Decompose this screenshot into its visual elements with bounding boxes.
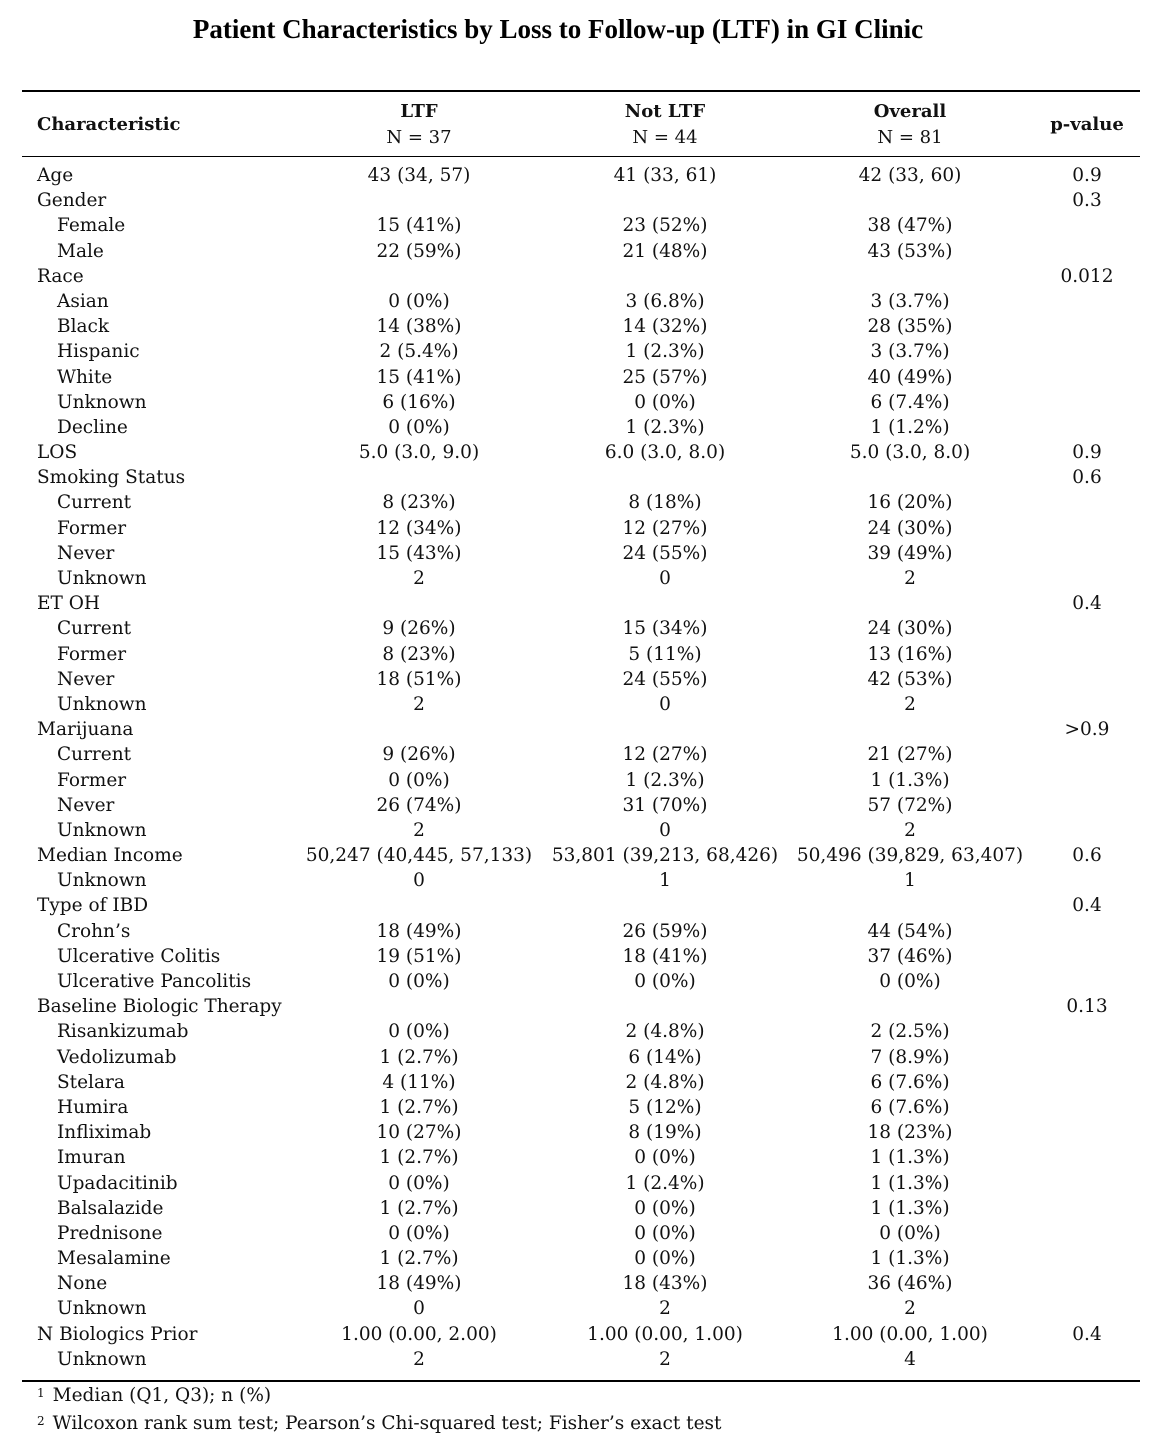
cell-not-ltf: 1 (2.3%)	[625, 341, 705, 363]
table-row	[0, 1322, 1158, 1347]
table-subrow	[0, 642, 1158, 667]
cell-overall: 7 (8.9%)	[870, 1046, 950, 1068]
row-label: White	[57, 366, 113, 388]
row-label: Race	[37, 265, 84, 287]
table-row	[0, 717, 1158, 742]
cell-ltf: 2 (5.4%)	[379, 341, 459, 363]
header-ltf-name: LTF	[400, 101, 438, 122]
cell-ltf: 8 (23%)	[382, 643, 456, 665]
cell-overall: 2	[904, 819, 916, 841]
cell-p-value: 0.6	[1072, 467, 1102, 489]
cell-ltf: 1 (2.7%)	[379, 1248, 459, 1270]
cell-overall: 0 (0%)	[879, 1222, 941, 1244]
table-subrow	[0, 1070, 1158, 1095]
row-label: Gender	[37, 190, 107, 212]
table-subrow	[0, 1171, 1158, 1196]
cell-not-ltf: 21 (48%)	[622, 240, 708, 262]
table-subrow	[0, 793, 1158, 818]
cell-not-ltf: 1	[659, 870, 671, 892]
table-subrow	[0, 289, 1158, 314]
row-label: Infliximab	[57, 1122, 152, 1144]
cell-p-value: 0.13	[1066, 996, 1108, 1018]
header-not-ltf-name: Not LTF	[624, 101, 706, 122]
table-subrow	[0, 818, 1158, 843]
row-label: Unknown	[57, 693, 147, 715]
page-title: Patient Characteristics by Loss to Follow-up (LTF) in GI Clinic	[192, 14, 924, 44]
cell-overall: 2	[904, 1298, 916, 1320]
cell-not-ltf: 0 (0%)	[634, 971, 696, 992]
cell-overall: 1 (1.3%)	[870, 1172, 950, 1194]
cell-not-ltf: 0 (0%)	[634, 1147, 696, 1169]
header-overall-name: Overall	[873, 101, 947, 122]
cell-overall: 37 (46%)	[867, 945, 953, 967]
cell-ltf: 0 (0%)	[388, 1021, 450, 1043]
row-label: Prednisone	[57, 1222, 163, 1244]
cell-overall: 3 (3.7%)	[870, 341, 950, 363]
cell-not-ltf: 25 (57%)	[622, 366, 708, 388]
table-subrow	[0, 1120, 1158, 1145]
cell-not-ltf: 15 (34%)	[622, 618, 708, 640]
row-label: Never	[57, 794, 115, 816]
cell-not-ltf: 41 (33, 61)	[613, 165, 717, 186]
row-label: Female	[57, 215, 126, 237]
cell-overall: 1 (1.3%)	[870, 769, 950, 791]
cell-overall: 1	[904, 870, 916, 892]
cell-p-value: 0.9	[1072, 165, 1102, 186]
cell-not-ltf: 31 (70%)	[622, 794, 708, 816]
cell-ltf: 22 (59%)	[376, 240, 462, 262]
cell-not-ltf: 3 (6.8%)	[625, 290, 705, 312]
row-label: Risankizumab	[57, 1021, 189, 1043]
cell-not-ltf: 5 (11%)	[628, 643, 702, 665]
cell-ltf: 2	[413, 819, 425, 841]
cell-ltf: 8 (23%)	[382, 492, 456, 514]
table-subrow	[0, 339, 1158, 364]
row-label: Unknown	[57, 568, 147, 589]
cell-not-ltf: 8 (19%)	[628, 1122, 702, 1144]
cell-ltf: 0 (0%)	[388, 290, 450, 312]
cell-p-value: 0.6	[1072, 845, 1102, 867]
row-label: Decline	[57, 416, 128, 438]
cell-overall: 6 (7.6%)	[870, 1071, 950, 1093]
cell-overall: 2	[904, 568, 916, 589]
table-row	[0, 163, 1158, 188]
cell-not-ltf: 0 (0%)	[634, 1197, 696, 1219]
table-subrow	[0, 1221, 1158, 1246]
row-label: N Biologics Prior	[37, 1323, 198, 1345]
row-label: Never	[57, 668, 115, 690]
cell-overall: 1 (1.3%)	[870, 1197, 950, 1219]
header-rule	[22, 156, 1140, 157]
table-row	[0, 591, 1158, 616]
table-row	[0, 893, 1158, 918]
header-ltf	[339, 99, 499, 151]
cell-ltf: 15 (41%)	[376, 215, 462, 237]
row-label: Former	[57, 769, 127, 791]
cell-overall: 39 (49%)	[867, 542, 953, 564]
cell-not-ltf: 23 (52%)	[622, 215, 708, 237]
cell-overall: 57 (72%)	[867, 794, 953, 816]
row-label: Former	[57, 643, 127, 665]
row-label: Unknown	[57, 1348, 147, 1370]
cell-ltf: 0 (0%)	[388, 1222, 450, 1244]
row-label: Former	[57, 517, 127, 539]
table-subrow	[0, 692, 1158, 717]
cell-ltf: 43 (34, 57)	[367, 165, 471, 186]
row-label: Unknown	[57, 870, 147, 892]
cell-not-ltf: 6.0 (3.0, 8.0)	[604, 442, 726, 464]
row-label: Unknown	[57, 391, 147, 413]
row-label: Current	[57, 618, 132, 640]
cell-not-ltf: 12 (27%)	[622, 744, 708, 766]
cell-p-value: 0.3	[1072, 190, 1102, 212]
cell-not-ltf: 0	[659, 568, 671, 589]
cell-overall: 1 (1.3%)	[870, 1248, 950, 1270]
header-overall	[830, 99, 990, 151]
cell-not-ltf: 18 (43%)	[622, 1273, 708, 1295]
cell-overall: 13 (16%)	[867, 643, 953, 665]
cell-overall: 16 (20%)	[867, 492, 953, 514]
row-label: ET OH	[37, 593, 101, 615]
cell-ltf: 0 (0%)	[388, 416, 450, 438]
table-subrow	[0, 868, 1158, 893]
table-subrow	[0, 768, 1158, 793]
cell-ltf: 9 (26%)	[382, 618, 456, 640]
row-label: Upadacitinib	[57, 1172, 178, 1194]
cell-overall: 3 (3.7%)	[870, 290, 950, 312]
cell-ltf: 1 (2.7%)	[379, 1096, 459, 1118]
cell-not-ltf: 18 (41%)	[622, 945, 708, 967]
row-label: Imuran	[57, 1147, 126, 1169]
cell-not-ltf: 24 (55%)	[622, 542, 708, 564]
table-subrow	[0, 490, 1158, 515]
table-subrow	[0, 415, 1158, 440]
cell-overall: 21 (27%)	[867, 744, 953, 766]
row-label: Balsalazide	[57, 1197, 164, 1219]
cell-overall: 5.0 (3.0, 8.0)	[849, 442, 971, 464]
row-label: None	[57, 1273, 108, 1295]
footnote-2-text: Wilcoxon rank sum test; Pearson’s Chi-squared test; Fisher’s exact test	[52, 1413, 722, 1434]
table-subrow	[0, 969, 1158, 994]
header-not-ltf-n: N = 44	[632, 127, 698, 148]
cell-overall: 50,496 (39,829, 63,407)	[796, 845, 1024, 867]
header-characteristic: Characteristic	[37, 114, 181, 135]
table-subrow	[0, 1296, 1158, 1321]
cell-not-ltf: 12 (27%)	[622, 517, 708, 539]
cell-not-ltf: 0	[659, 693, 671, 715]
cell-ltf: 19 (51%)	[376, 945, 462, 967]
table-top-rule	[22, 90, 1140, 92]
table-subrow	[0, 239, 1158, 264]
cell-overall: 44 (54%)	[867, 920, 953, 942]
cell-ltf: 0	[413, 870, 425, 892]
cell-ltf: 15 (43%)	[376, 542, 462, 564]
cell-ltf: 2	[413, 568, 425, 589]
table-subrow	[0, 742, 1158, 767]
cell-not-ltf: 0 (0%)	[634, 391, 696, 413]
cell-ltf: 6 (16%)	[382, 391, 456, 413]
row-label: Ulcerative Pancolitis	[57, 971, 252, 992]
cell-not-ltf: 26 (59%)	[622, 920, 708, 942]
table-row	[0, 440, 1158, 465]
table-subrow	[0, 1196, 1158, 1221]
row-label: LOS	[37, 442, 78, 464]
table-subrow	[0, 1045, 1158, 1070]
cell-not-ltf: 2 (4.8%)	[625, 1021, 705, 1043]
table-subrow	[0, 616, 1158, 641]
cell-not-ltf: 1 (2.3%)	[625, 769, 705, 791]
row-label: Never	[57, 542, 115, 564]
cell-ltf: 12 (34%)	[376, 517, 462, 539]
row-label: Black	[57, 316, 110, 338]
table-subrow	[0, 1246, 1158, 1271]
table-body	[0, 163, 1158, 1372]
table-subrow	[0, 213, 1158, 238]
row-label: Current	[57, 744, 132, 766]
table-subrow	[0, 541, 1158, 566]
cell-overall: 18 (23%)	[867, 1122, 953, 1144]
table-subrow	[0, 944, 1158, 969]
table-bottom-rule	[22, 1380, 1140, 1382]
row-label: Vedolizumab	[57, 1046, 177, 1068]
cell-not-ltf: 6 (14%)	[628, 1046, 702, 1068]
cell-overall: 2	[904, 693, 916, 715]
footnote-1-mark: 1	[37, 1386, 45, 1400]
table-subrow	[0, 667, 1158, 692]
header-overall-n: N = 81	[877, 127, 943, 148]
row-label: Age	[37, 165, 74, 186]
footnote-2	[37, 1412, 721, 1437]
cell-not-ltf: 5 (12%)	[628, 1096, 702, 1118]
cell-not-ltf: 1 (2.3%)	[625, 416, 705, 438]
footnote-1	[37, 1384, 271, 1409]
cell-overall: 42 (53%)	[867, 668, 953, 690]
cell-overall: 38 (47%)	[867, 215, 953, 237]
cell-overall: 36 (46%)	[867, 1273, 953, 1295]
cell-ltf: 9 (26%)	[382, 744, 456, 766]
cell-not-ltf: 1 (2.4%)	[625, 1172, 705, 1194]
cell-ltf: 0 (0%)	[388, 769, 450, 791]
row-label: Marijuana	[37, 719, 134, 741]
table-subrow	[0, 390, 1158, 415]
row-label: Asian	[57, 290, 109, 312]
cell-ltf: 1 (2.7%)	[379, 1197, 459, 1219]
cell-not-ltf: 2 (4.8%)	[625, 1071, 705, 1093]
cell-not-ltf: 14 (32%)	[622, 316, 708, 338]
table-subrow	[0, 314, 1158, 339]
cell-ltf: 2	[413, 1348, 425, 1370]
table-subrow	[0, 516, 1158, 541]
cell-overall: 2 (2.5%)	[870, 1021, 950, 1043]
footnote-2-mark: 2	[37, 1414, 45, 1428]
header-ltf-n: N = 37	[386, 127, 452, 148]
cell-overall: 4	[904, 1348, 916, 1370]
table-row	[0, 994, 1158, 1019]
cell-overall: 6 (7.4%)	[870, 391, 950, 413]
table-subrow	[0, 566, 1158, 591]
row-label: Hispanic	[57, 341, 140, 363]
cell-overall: 1 (1.2%)	[870, 416, 950, 438]
cell-p-value: 0.012	[1060, 265, 1114, 287]
row-label: Unknown	[57, 819, 147, 841]
cell-ltf: 1 (2.7%)	[379, 1046, 459, 1068]
table-subrow	[0, 1347, 1158, 1372]
cell-overall: 24 (30%)	[867, 517, 953, 539]
row-label: Crohn’s	[57, 920, 131, 942]
footnote-1-text: Median (Q1, Q3); n (%)	[52, 1385, 272, 1406]
table-subrow	[0, 1271, 1158, 1296]
cell-overall: 42 (33, 60)	[858, 165, 962, 186]
cell-ltf: 18 (51%)	[376, 668, 462, 690]
cell-ltf: 2	[413, 693, 425, 715]
cell-ltf: 15 (41%)	[376, 366, 462, 388]
cell-p-value: 0.9	[1072, 442, 1102, 464]
cell-not-ltf: 0 (0%)	[634, 1248, 696, 1270]
table-subrow	[0, 1145, 1158, 1170]
table-row	[0, 843, 1158, 868]
table-row	[0, 188, 1158, 213]
table-subrow	[0, 1019, 1158, 1044]
row-label: Stelara	[57, 1071, 125, 1093]
cell-p-value: 0.4	[1072, 593, 1102, 615]
header-not-ltf	[585, 99, 745, 151]
cell-ltf: 0 (0%)	[388, 971, 450, 992]
cell-overall: 0 (0%)	[879, 971, 941, 992]
cell-ltf: 4 (11%)	[382, 1071, 456, 1093]
cell-not-ltf: 2	[659, 1348, 671, 1370]
cell-overall: 1.00 (0.00, 1.00)	[832, 1323, 988, 1345]
row-label: Humira	[57, 1096, 129, 1118]
cell-not-ltf: 0	[659, 819, 671, 841]
row-label: Median Income	[37, 845, 183, 867]
cell-p-value: 0.4	[1072, 895, 1102, 917]
table-row	[0, 264, 1158, 289]
cell-ltf: 1.00 (0.00, 2.00)	[341, 1323, 497, 1345]
table-subrow	[0, 1095, 1158, 1120]
cell-not-ltf: 8 (18%)	[628, 492, 702, 514]
cell-ltf: 0	[413, 1298, 425, 1320]
cell-ltf: 1 (2.7%)	[379, 1147, 459, 1169]
cell-ltf: 18 (49%)	[376, 1273, 462, 1295]
cell-ltf: 10 (27%)	[376, 1122, 462, 1144]
cell-ltf: 5.0 (3.0, 9.0)	[358, 442, 480, 464]
header-p-value: p-value	[1050, 114, 1124, 135]
cell-ltf: 0 (0%)	[388, 1172, 450, 1194]
cell-ltf: 18 (49%)	[376, 920, 462, 942]
row-label: Ulcerative Colitis	[57, 945, 221, 967]
row-label: Current	[57, 492, 132, 514]
cell-not-ltf: 2	[659, 1298, 671, 1320]
cell-ltf: 26 (74%)	[376, 794, 462, 816]
table-row	[0, 465, 1158, 490]
cell-p-value: 0.4	[1072, 1323, 1102, 1345]
cell-overall: 24 (30%)	[867, 618, 953, 640]
cell-overall: 1 (1.3%)	[870, 1147, 950, 1169]
cell-not-ltf: 24 (55%)	[622, 668, 708, 690]
cell-overall: 43 (53%)	[867, 240, 953, 262]
row-label: Unknown	[57, 1298, 147, 1320]
row-label: Smoking Status	[37, 467, 186, 489]
cell-not-ltf: 0 (0%)	[634, 1222, 696, 1244]
row-label: Mesalamine	[57, 1248, 171, 1270]
table-subrow	[0, 919, 1158, 944]
row-label: Type of IBD	[37, 895, 149, 917]
cell-not-ltf: 1.00 (0.00, 1.00)	[587, 1323, 743, 1345]
row-label: Baseline Biologic Therapy	[37, 996, 282, 1018]
row-label: Male	[57, 240, 104, 262]
cell-overall: 40 (49%)	[867, 366, 953, 388]
table-subrow	[0, 365, 1158, 390]
cell-ltf: 14 (38%)	[376, 316, 462, 338]
cell-not-ltf: 53,801 (39,213, 68,426)	[551, 845, 779, 867]
cell-p-value: >0.9	[1064, 719, 1110, 741]
cell-overall: 28 (35%)	[867, 316, 953, 338]
cell-ltf: 50,247 (40,445, 57,133)	[305, 845, 533, 867]
cell-overall: 6 (7.6%)	[870, 1096, 950, 1118]
